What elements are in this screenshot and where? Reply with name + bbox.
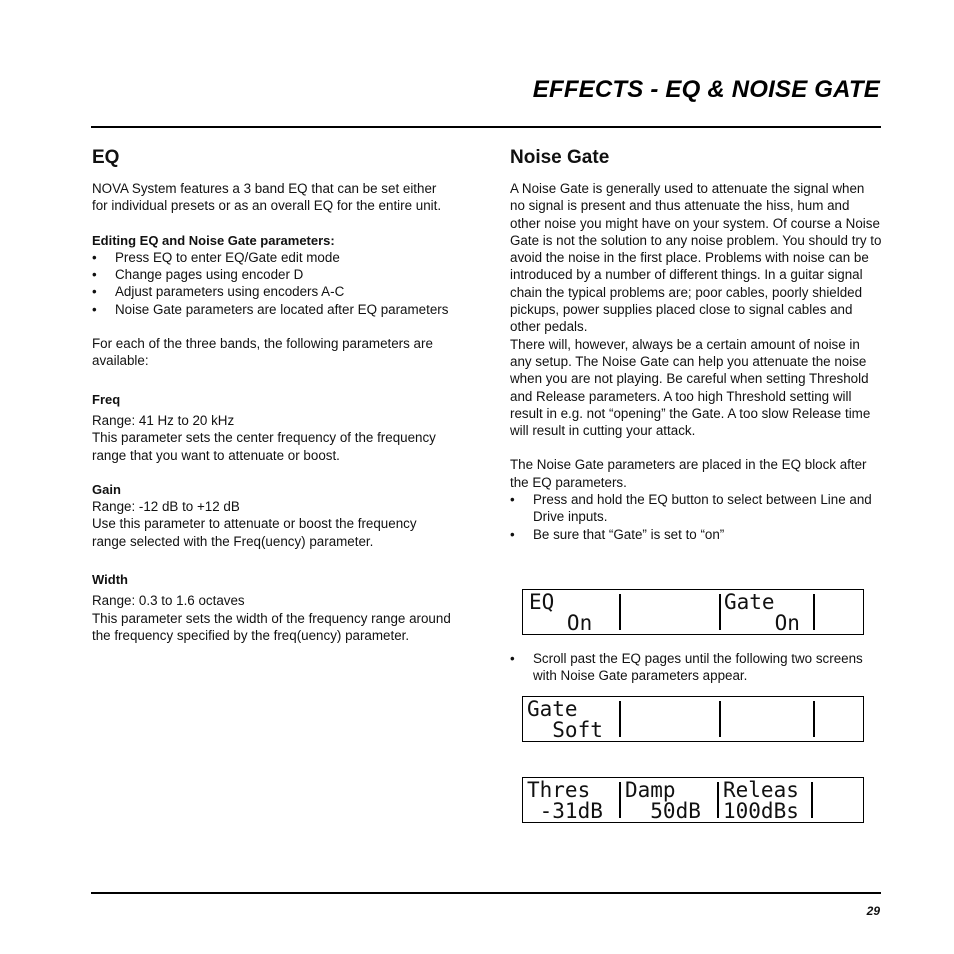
lcd-display-gate-params xyxy=(522,777,864,823)
noise-gate-heading: Noise Gate xyxy=(510,147,610,168)
page-number: 29 xyxy=(866,904,880,918)
freq-range: Range: 41 Hz to 20 kHz xyxy=(92,412,235,428)
list-item-text: Be sure that “Gate” is set to “on” xyxy=(533,526,725,542)
bottom-divider xyxy=(91,892,881,894)
scroll-bullet xyxy=(510,650,882,685)
noise-gate-para-1: A Noise Gate is generally used to attenuate the signal when no signal is present and thus attenuate the hiss, hum and other noise you might have on your system. Of course a Noise Gate is not the solution to any noise problem. You should try to avoid the noise in the first place. Problems with noise can be introduced by a number of different things. In a guitar signal chain the typical problems are; poor cables, poorly shielded pickups, power supplies placed close to signal cables and other pedals. xyxy=(510,181,882,335)
lcd-cell: EQ On xyxy=(529,590,593,635)
list-item: • Change pages using encoder D xyxy=(92,267,304,283)
noise-gate-section xyxy=(510,146,882,543)
lcd-separator xyxy=(619,594,621,630)
lcd-display-gate-mode xyxy=(522,696,864,742)
noise-gate-para-3: The Noise Gate parameters are placed in the EQ block after the EQ parameters. xyxy=(510,457,867,490)
freq-heading: Freq xyxy=(92,391,121,407)
lcd-separator xyxy=(813,701,815,737)
gain-range: Range: -12 dB to +12 dB xyxy=(92,499,240,515)
editing-bullet-list xyxy=(92,249,454,318)
list-item-text: Adjust parameters using encoders A-C xyxy=(115,284,345,300)
list-item-text: Noise Gate parameters are located after EQ parameters xyxy=(115,301,449,317)
lcd-cell: Releas 100dBs xyxy=(723,778,799,823)
list-item: • Be sure that “Gate” is set to “on” xyxy=(510,526,725,542)
list-item-text: Press EQ to enter EQ/Gate edit mode xyxy=(115,249,340,265)
lcd-cell: Damp 50dB xyxy=(625,778,701,823)
lcd-cell: Gate Soft xyxy=(527,697,603,742)
lcd-cell: Gate On xyxy=(724,590,800,635)
lcd-separator xyxy=(811,782,813,818)
width-heading: Width xyxy=(92,572,128,588)
freq-description: This parameter sets the center frequency of the frequency range that you want to attenuate or boost. xyxy=(92,430,436,463)
gain-heading: Gain xyxy=(92,481,121,497)
list-item: • Press and hold the EQ button to select between Line and Drive inputs. xyxy=(510,492,872,525)
list-item-text: Press and hold the EQ button to select between Line and Drive inputs. xyxy=(533,492,872,525)
noise-gate-para-2: There will, however, always be a certain amount of noise in any setup. The Noise Gate can help you attenuate the noise when you are not playing. Be careful when setting Threshold and Release parameters. A too high Threshold setting will result in e.g. not “opening” the Gate. A too slow Release time will result in cutting your attack. xyxy=(510,336,871,439)
lcd-separator xyxy=(719,701,721,737)
editing-heading: Editing EQ and Noise Gate parameters: xyxy=(92,232,335,248)
top-divider xyxy=(91,126,881,128)
gain-description: Use this parameter to attenuate or boost the frequency range selected with the Freq(uency) parameter. xyxy=(92,516,417,549)
eq-section xyxy=(92,146,454,644)
lcd-separator xyxy=(619,782,621,818)
lcd-separator xyxy=(813,594,815,630)
bands-intro: For each of the three bands, the following parameters are available: xyxy=(92,336,433,369)
list-item-text: Scroll past the EQ pages until the following two screens with Noise Gate parameters appear. xyxy=(533,651,863,684)
lcd-display-eq-gate xyxy=(522,589,864,635)
lcd-cell: Thres -31dB xyxy=(527,778,603,823)
list-item-text: Change pages using encoder D xyxy=(115,267,304,283)
eq-heading: EQ xyxy=(92,147,120,168)
width-range: Range: 0.3 to 1.6 octaves xyxy=(92,593,245,609)
eq-intro: NOVA System features a 3 band EQ that can be set either for individual presets or as an overall EQ for the entire unit. xyxy=(92,181,442,214)
list-item: • Adjust parameters using encoders A-C xyxy=(92,284,345,300)
lcd-separator xyxy=(619,701,621,737)
page-title: EFFECTS - EQ & NOISE GATE xyxy=(532,76,880,103)
noise-gate-bullet-list xyxy=(510,491,882,543)
lcd-separator xyxy=(717,782,719,818)
list-item: • Scroll past the EQ pages until the following two screens with Noise Gate parameters appear. xyxy=(510,651,863,684)
lcd-separator xyxy=(719,594,721,630)
list-item: • Press EQ to enter EQ/Gate edit mode xyxy=(92,249,340,265)
width-description: This parameter sets the width of the frequency range around the frequency specified by the freq(uency) parameter. xyxy=(92,610,451,643)
list-item: • Noise Gate parameters are located after EQ parameters xyxy=(92,301,449,317)
